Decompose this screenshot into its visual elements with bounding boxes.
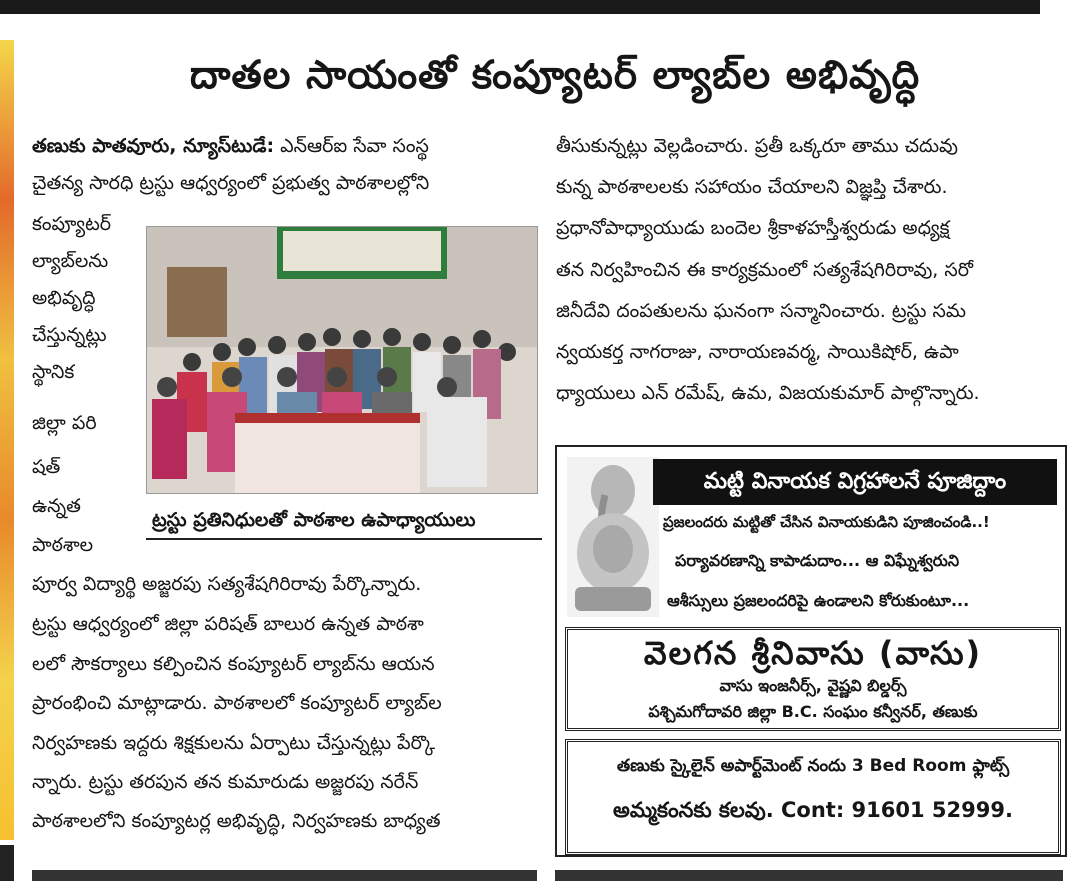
- col1-narrow-7: షత్: [32, 456, 61, 478]
- col1-narrow-3: అభివృద్ధి: [32, 287, 96, 309]
- bottom-edge-fragment-left: [32, 870, 537, 881]
- bottom-edge-fragment-right: [555, 870, 1063, 881]
- col1-narrow-5: స్థానిక: [32, 361, 75, 383]
- col1-body-2: ట్రస్టు ఆధ్వర్యంలో జిల్లా పరిషత్ బాలుర ఉన్నత పాఠశా: [32, 613, 424, 635]
- ad-flats-line-1: తణుకు స్కైలైన్ అపార్ట్‌మెంట్ నందు 3 Bed Room ఫ్లాట్స్: [616, 756, 1010, 776]
- ad-org-1: వాసు ఇంజనీర్స్, వైష్ణవి బిల్డర్స్: [719, 676, 907, 695]
- ganesha-idol-image: [567, 457, 659, 617]
- left-adjacent-image-strip: [0, 40, 14, 840]
- ad-line-2: పర్యావరణాన్ని కాపాడుదాం... ఆ విఘ్నేశ్వరుని: [675, 551, 960, 570]
- news-photo: [146, 226, 538, 494]
- ad-person-name: వెలగన శ్రీనివాసు (వాసు): [643, 634, 983, 672]
- ad-line-3: ఆశీస్సులు ప్రజలందరిపై ఉండాలని కోరుకుంటూ...: [667, 591, 970, 610]
- top-bar-cut: [1040, 0, 1080, 20]
- col1-body-3: లలో సౌకర్యాలు కల్పించిన కంప్యూటర్ ల్యాబ్‌ను ఆయన: [32, 653, 435, 675]
- ad-title: మట్టి వినాయక విగ్రహాలనే పూజిద్దాం: [653, 459, 1057, 505]
- col2-line-3: ప్రధానోపాధ్యాయుడు బందెల శ్రీకాళహస్తీశ్వరుడు అధ్యక్ష: [556, 217, 950, 239]
- col1-body-1: పూర్వ విద్యార్థి అజ్జరపు సత్యశేషగిరిరావు పేర్కొన్నారు.: [32, 573, 422, 595]
- col2-line-6: న్వయకర్త నాగరాజు, నారాయణవర్మ, సాయికిషోర్, ఉపా: [556, 341, 959, 363]
- col2-line-4: తన నిర్వహించిన ఈ కార్యక్రమంలో సత్యశేషగిరిరావు, సరో: [556, 259, 973, 281]
- ad-name-box: [565, 627, 1061, 731]
- col1-narrow-1: కంప్యూటర్: [32, 213, 112, 235]
- col2-line-1: తీసుకున్నట్లు వెల్లడించారు. ప్రతీ ఒక్కరూ తాము చదువు: [556, 135, 959, 157]
- col1-narrow-2: ల్యాబ్‌లను: [32, 250, 109, 272]
- col1-line-1: [32, 128, 532, 165]
- col1-body-6: న్నారు. ట్రస్టు తరపున తన కుమారుడు అజ్జరపు నరేన్: [32, 771, 419, 793]
- col1-narrow-4: చేస్తున్నట్లు: [32, 324, 107, 346]
- col1-body-4: ప్రారంభించి మాట్లాడారు. పాఠశాలలో కంప్యూటర్ ల్యాబ్‌ల: [32, 692, 442, 714]
- col1-line-2: చైతన్య సారధి ట్రస్టు ఆధ్వర్యంలో ప్రభుత్వ పాఠశాలల్లోని: [32, 172, 430, 194]
- ad-flats-line-2: అమ్మకంనకు కలవు. Cont: 91601 52999.: [613, 798, 1013, 822]
- col1-narrow-6: జిల్లా పరి: [32, 412, 97, 434]
- advertisement-box: [555, 445, 1067, 857]
- top-bar: [0, 0, 1080, 14]
- photo-caption: ట్రస్టు ప్రతినిధులతో పాఠశాల ఉపాధ్యాయులు: [146, 502, 542, 540]
- ad-flats-box: [565, 739, 1061, 855]
- ad-line-1: ప్రజలందరు మట్టితో చేసిన వినాయకుడిని పూజించండి..!: [663, 513, 990, 531]
- photo-illustration: [147, 227, 537, 493]
- col2-line-5: జినీదేవి దంపతులను ఘనంగా సన్మానించారు. ట్రస్టు సమ: [556, 300, 966, 322]
- dateline: తణుకు పాతవూరు, న్యూస్‌టుడే:: [32, 135, 275, 157]
- left-bottom-strip: [0, 845, 14, 881]
- col1-narrow-9: పాఠశాల: [32, 534, 94, 556]
- headline: దాతల సాయంతో కంప్యూటర్ ల్యాబ్‌ల అభివృద్ధి: [189, 53, 921, 98]
- col1-narrow-8: ఉన్నత: [32, 495, 81, 517]
- ad-org-2: పశ్చిమగోదావరి జిల్లా B.C. సంఘం కన్వీనర్, తణుకు: [648, 702, 978, 721]
- col2-line-7: ధ్యాయులు ఎన్ రమేష్, ఉమ, విజయకుమార్ పాల్గొన్నారు.: [556, 382, 980, 404]
- col1-body-5: నిర్వహణకు ఇద్దరు శిక్షకులను ఏర్పాటు చేస్తున్నట్లు పేర్కొ: [32, 732, 436, 754]
- col1-line-1-text: ఎన్ఆర్ఐ సేవా సంస్థ: [280, 135, 429, 157]
- col2-line-2: కున్న పాఠశాలలకు సహాయం చేయాలని విజ్ఞప్తి చేశారు.: [556, 176, 948, 198]
- col1-body-7: పాఠశాలలోని కంప్యూటర్ల అభివృద్ధి, నిర్వహణకు బాధ్యత: [32, 810, 441, 832]
